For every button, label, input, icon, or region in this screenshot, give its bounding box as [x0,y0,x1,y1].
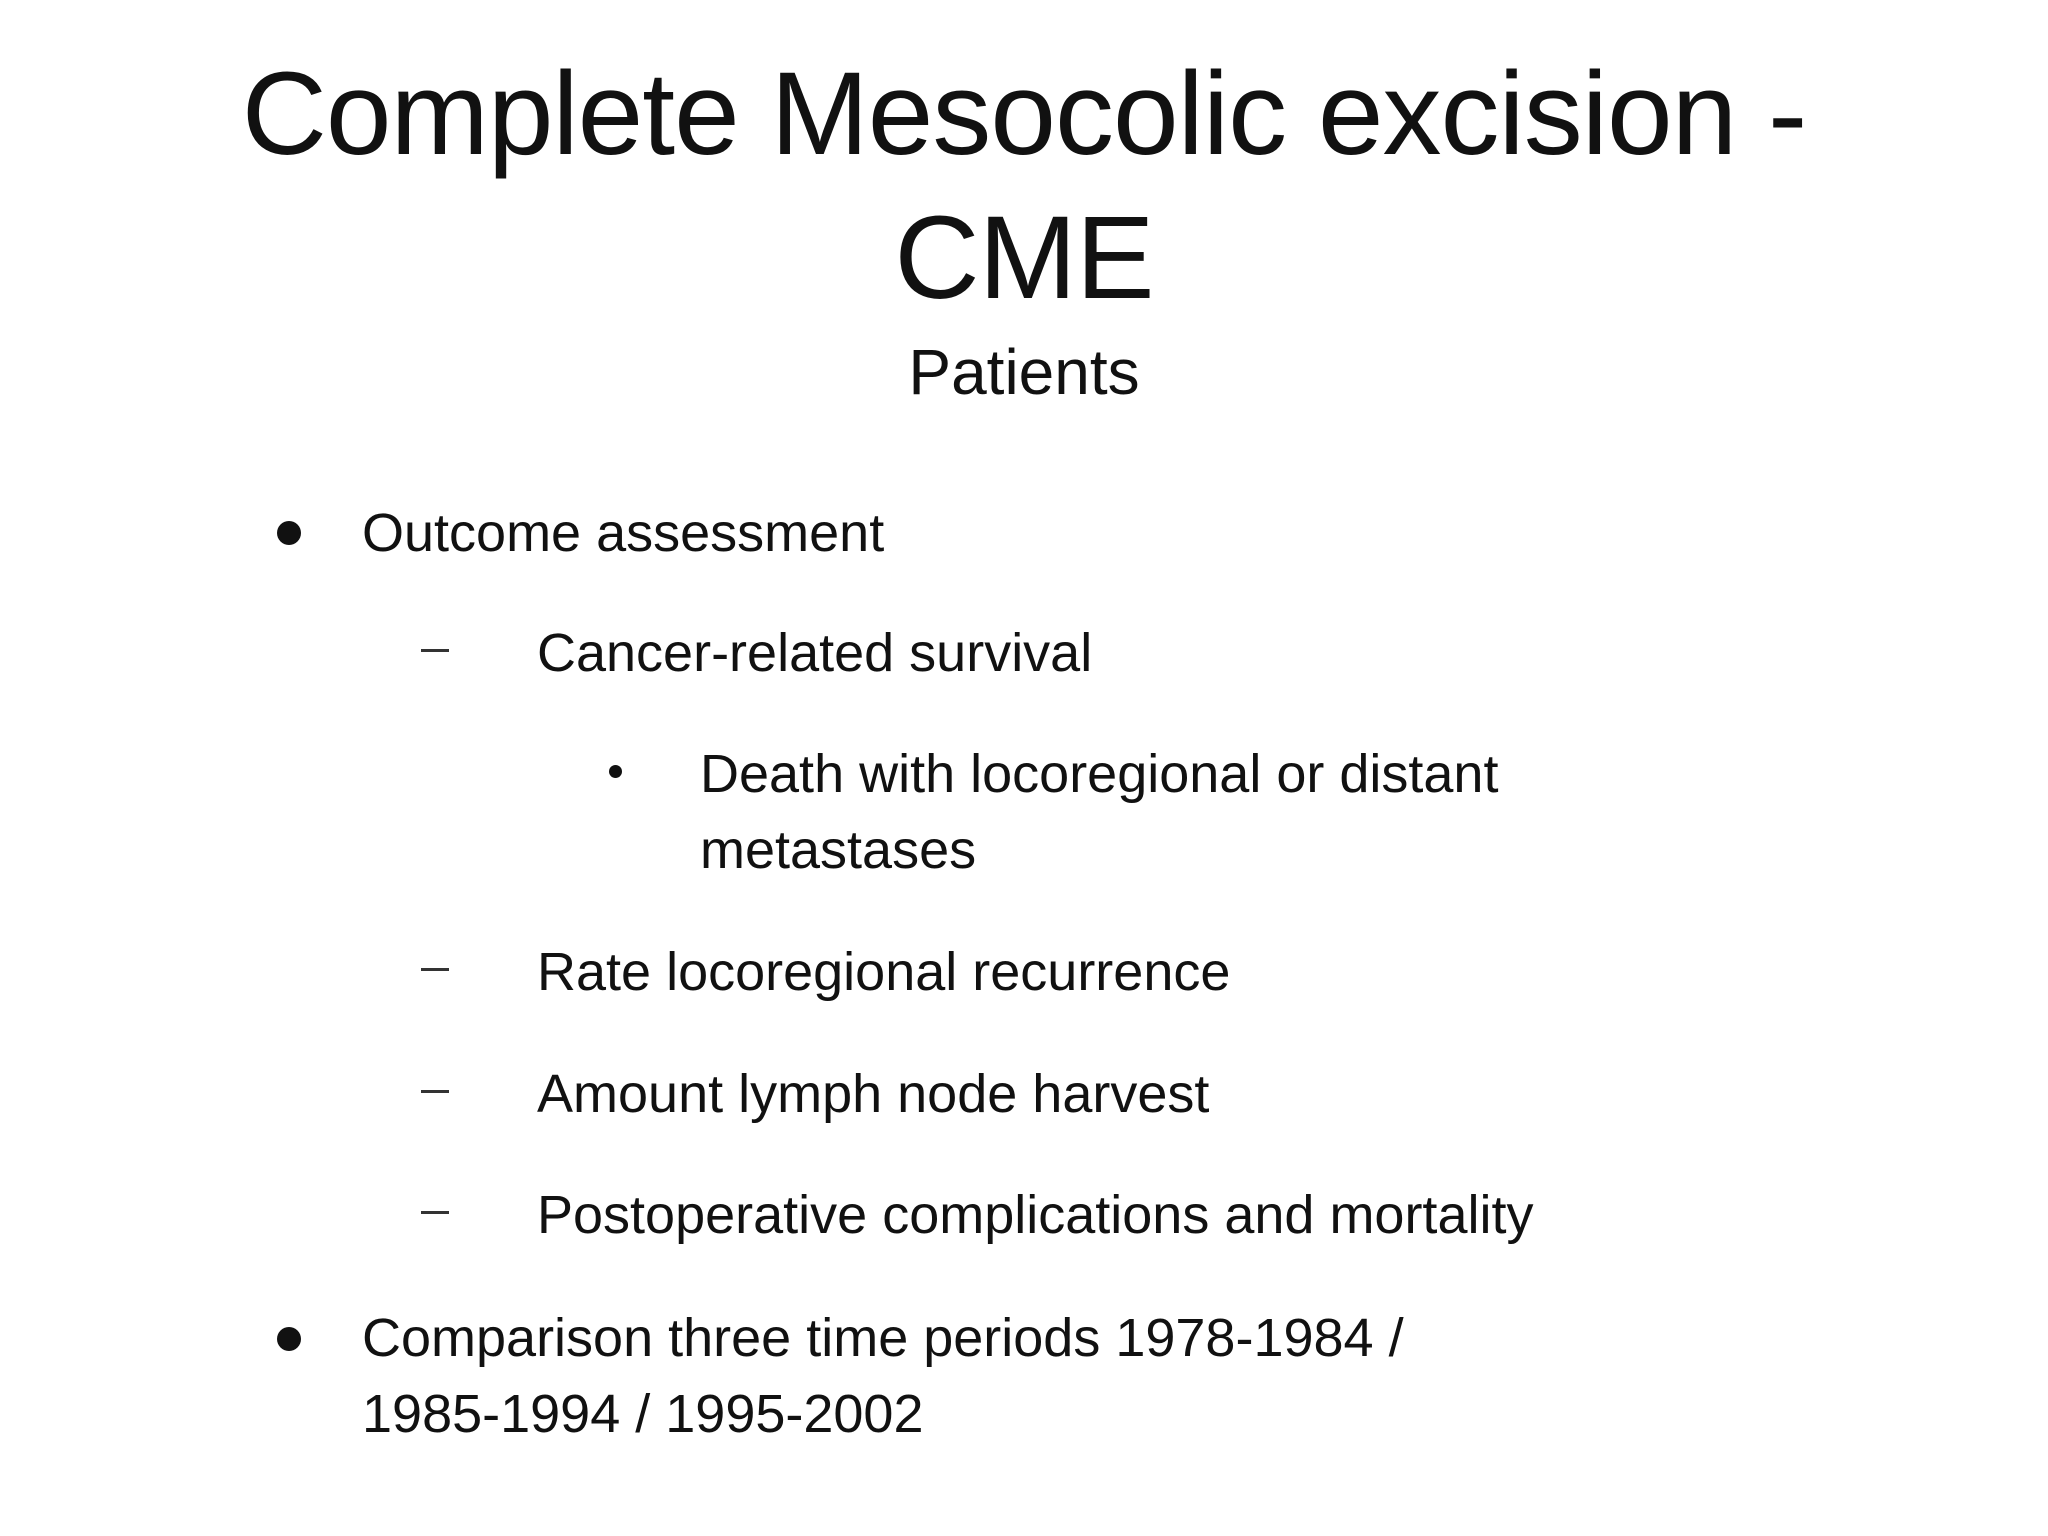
sub-bullet-lymph-node-harvest: Amount lymph node harvest [537,1064,1210,1124]
dash-icon [421,1211,449,1214]
slide-title-line-2: CME [894,192,1154,324]
sub-bullet-postoperative-complications: Postoperative complications and mortality [537,1185,1534,1245]
bullet-comparison-line-1: Comparison three time periods 1978-1984 / [362,1308,1404,1368]
slide-title [0,42,2048,330]
bullet-outcome-assessment: Outcome assessment [362,503,885,563]
bullet-comparison-line-2: 1985-1994 / 1995-2002 [362,1384,924,1444]
sub-bullet-rate-recurrence: Rate locoregional recurrence [537,942,1231,1002]
bullet-icon [277,521,301,545]
sub-sub-bullet-death-line-1: Death with locoregional or distant [700,744,1499,804]
small-bullet-icon [609,765,622,778]
dash-icon [421,968,449,971]
dash-icon [421,649,449,652]
sub-sub-bullet-death-line-2: metastases [700,820,977,880]
slide-title-line-1: Complete Mesocolic excision - [241,48,1807,180]
bullet-icon [277,1327,301,1351]
sub-bullet-cancer-related-survival: Cancer-related survival [537,623,1093,683]
slide-subtitle: Patients [908,336,1140,408]
dash-icon [421,1090,449,1093]
